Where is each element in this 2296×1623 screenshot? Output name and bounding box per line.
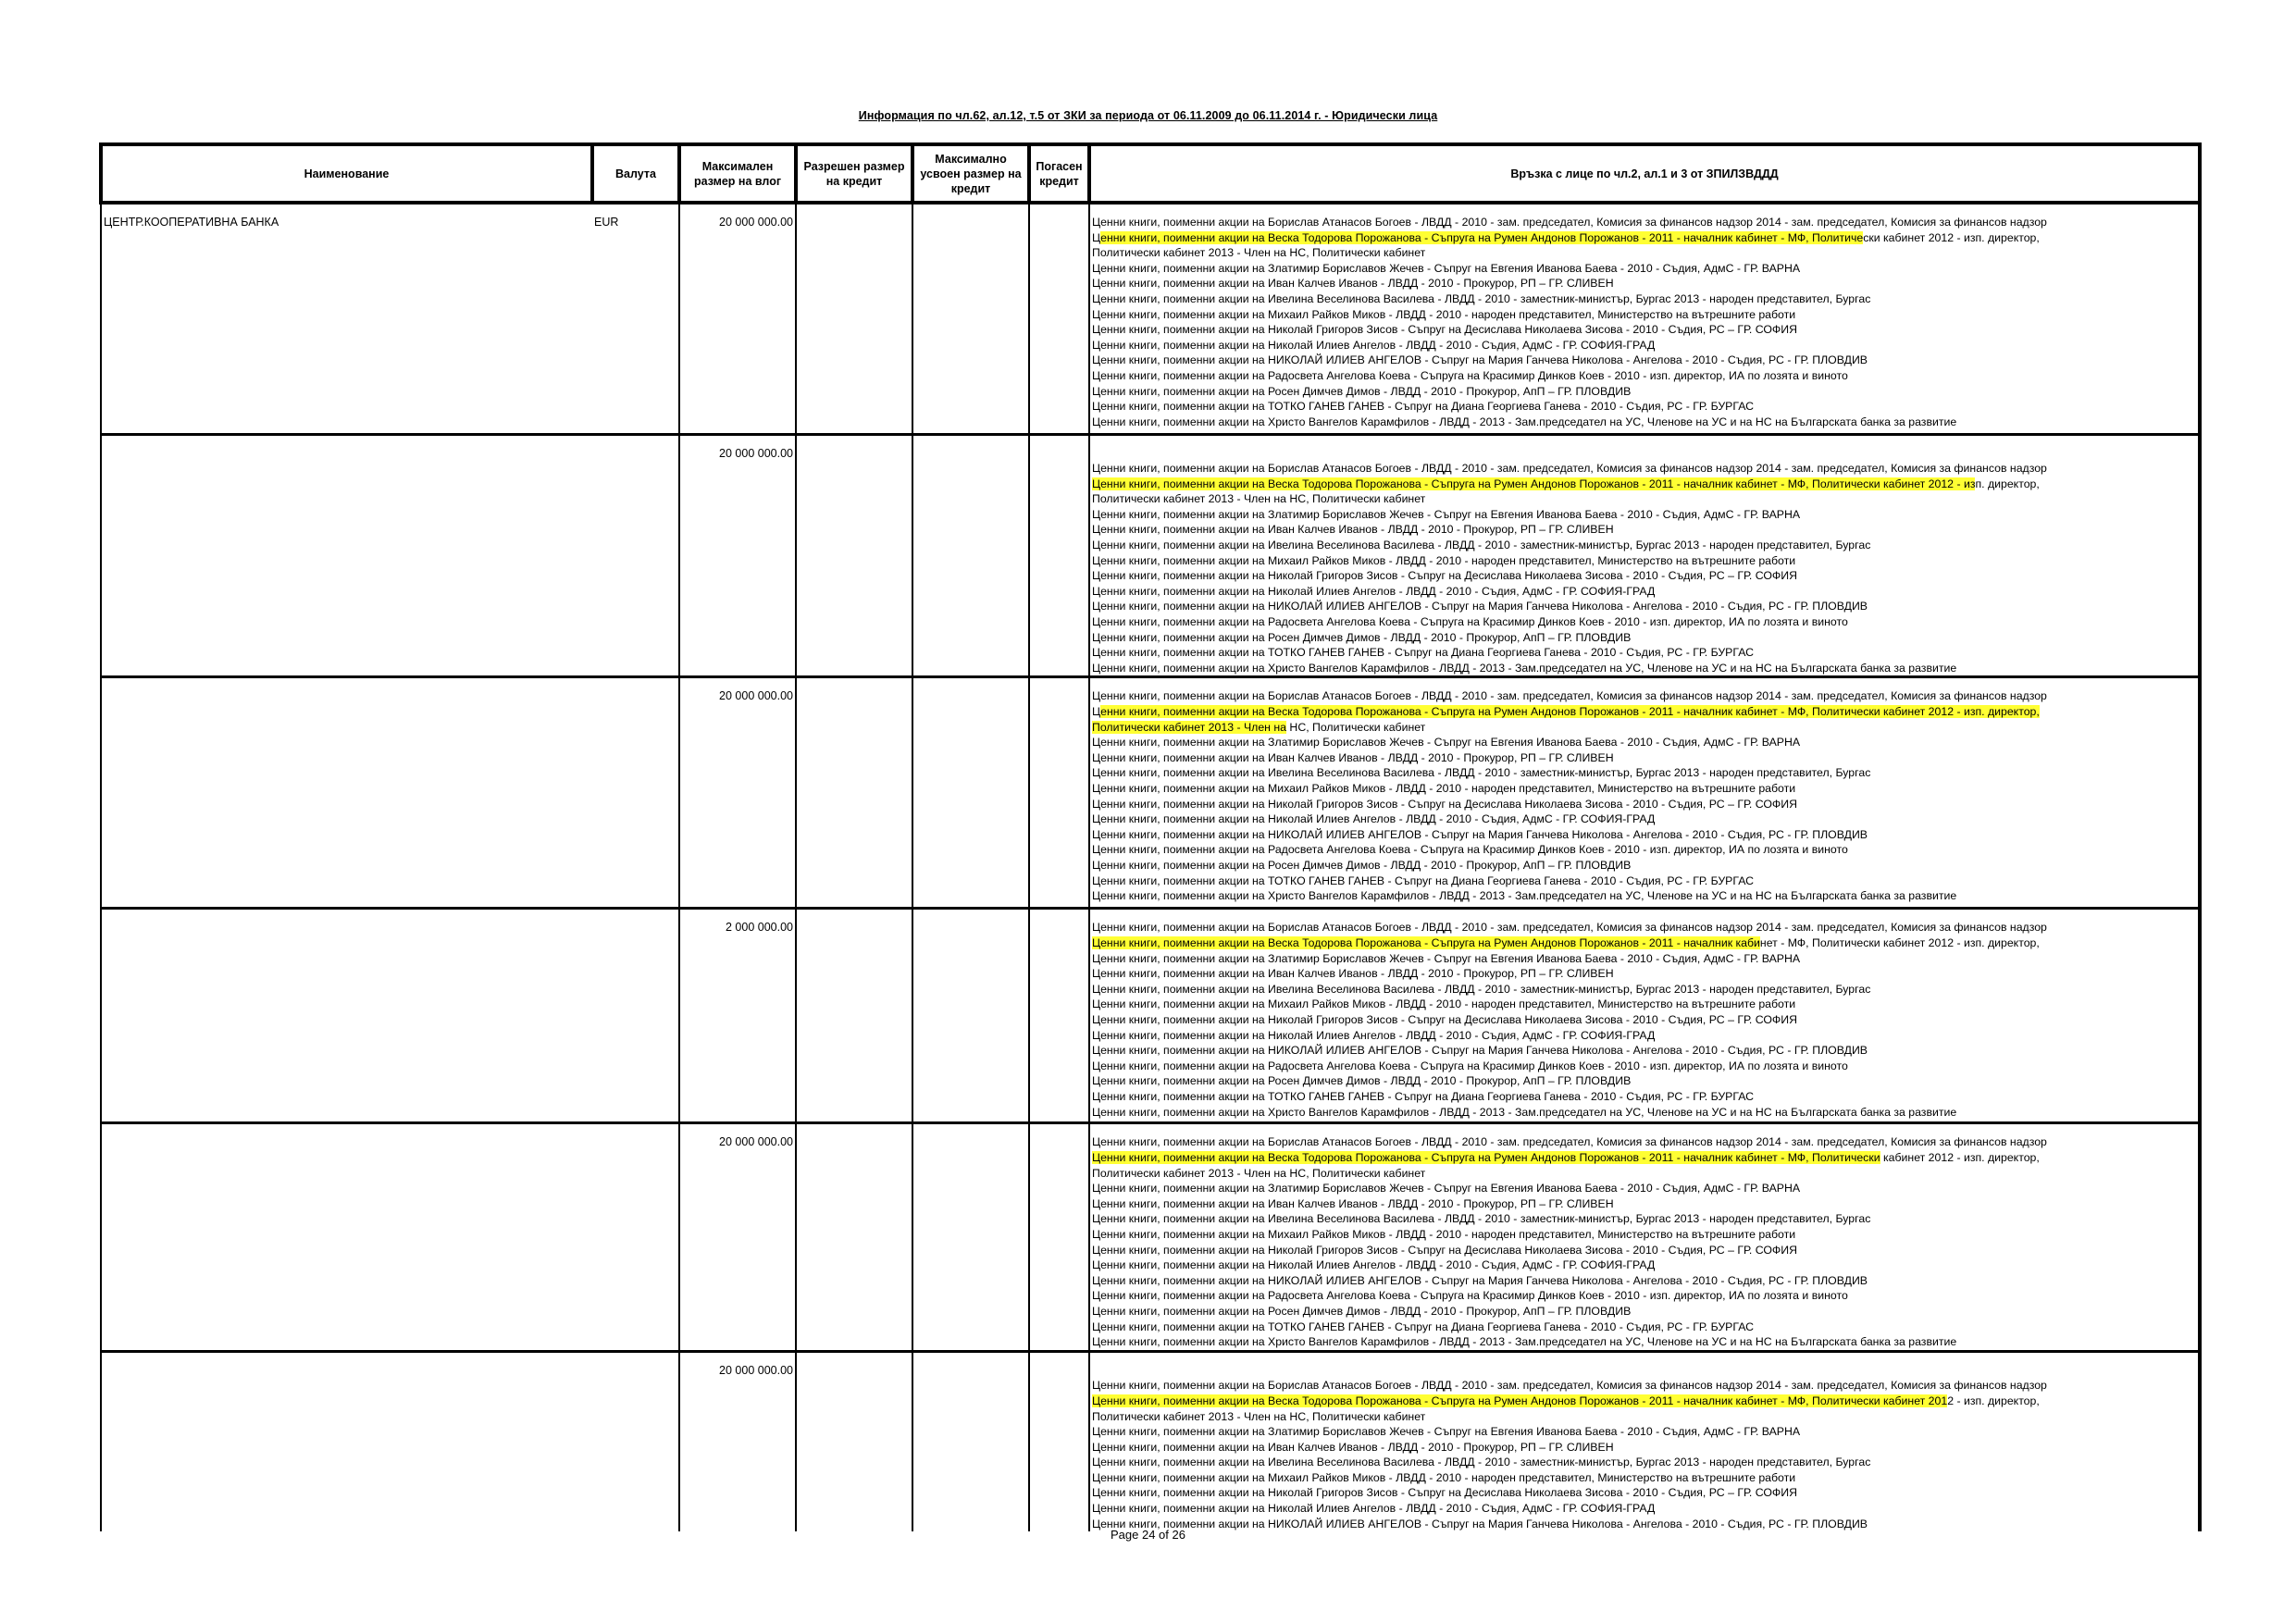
relation-text: Политически кабинет 2013 - Член на НС, Политически кабинет [1092, 492, 1426, 506]
relation-text: Ценни книги, поименни акции на ТОТКО ГАНЕВ ГАНЕВ - Съпруг на Диана Георгиева Ганева - 2010 - Съдия, РС - ГР. БУРГАС [1092, 400, 1755, 414]
cell-deposit: 20 000 000.00 [679, 1123, 796, 1351]
relation-line [1092, 1440, 2198, 1456]
relation-line [1092, 291, 2198, 307]
column-header-currency: Валута [592, 144, 679, 203]
relation-text: Ценни книги, поименни акции на Николай Илиев Ангелов - ЛВДД - 2010 - Съдия, АдмС - ГР. СОФИЯ-ГРАД [1092, 338, 1656, 352]
relation-text: Ценни книги, поименни акции на Радосвета Ангелова Коева - Съпруга на Красимир Динков Коев - 2010 - изп. директор, ИА по лозята и виното [1092, 1289, 1848, 1303]
legal-entities-table [99, 142, 2202, 1531]
highlighted-text: Ценни книги, поименни акции на Веска Тодорова Порожанова - Съпруга на Румен Андонов Порожанов - 2011 - началник кабинет - МФ, Политически кабинет 2012 - из [1092, 477, 1976, 490]
relation-text: Ценни книги, поименни акции на Борислав Атанасов Богоев - ЛВДД - 2010 - зам. председател, Комисия за финансов надзор 2014 - зам. председател, Комисия за финансов надзор [1092, 921, 2047, 935]
relation-text: Ц [1092, 705, 1101, 718]
relation-text: Ценни книги, поименни акции на Иван Калчев Иванов - ЛВДД - 2010 - Прокурор, РП – ГР. СЛИВЕН [1092, 967, 1614, 981]
cell-name [101, 677, 592, 909]
relation-line [1092, 827, 2198, 843]
relation-text: Ценни книги, поименни акции на Николай Илиев Ангелов - ЛВДД - 2010 - Съдия, АдмС - ГР. СОФИЯ-ГРАД [1092, 812, 1656, 826]
cell-currency [592, 677, 679, 909]
relation-line [1092, 781, 2198, 797]
cell-currency [592, 909, 679, 1123]
relation-line [1092, 461, 2198, 477]
cell-credit-allowed [796, 909, 912, 1123]
cell-credit-used [912, 434, 1029, 677]
cell-credit-repaid [1029, 677, 1089, 909]
relation-line [1092, 797, 2198, 812]
relation-line [1092, 1470, 2198, 1486]
relation-text: Ценни книги, поименни акции на Радосвета Ангелова Коева - Съпруга на Красимир Динков Коев - 2010 - изп. директор, ИА по лозята и виното [1092, 843, 1848, 857]
relation-line [1092, 1334, 2198, 1350]
relation-line [1092, 307, 2198, 323]
relation-text: Ценни книги, поименни акции на Радосвета Ангелова Коева - Съпруга на Красимир Динков Коев - 2010 - изп. директор, ИА по лозята и виното [1092, 1059, 1848, 1072]
relation-line [1092, 1211, 2198, 1227]
cell-credit-used [912, 1351, 1029, 1531]
cell-credit-used [912, 909, 1029, 1123]
relation-line [1092, 750, 2198, 766]
relation-text: Ценни книги, поименни акции на Ивелина Веселинова Василева - ЛВДД - 2010 - заместник-министър, Бургас 2013 - народен представител, Бургас [1092, 982, 1871, 996]
relation-line [1092, 842, 2198, 858]
relation-line [1092, 446, 2198, 462]
relation-line [1092, 1304, 2198, 1319]
relation-text: п. директор, [1975, 477, 2040, 490]
relation-line [1092, 1378, 2198, 1394]
relation-text: Ценни книги, поименни акции на Николай Григоров Зисов - Съпруг на Десислава Николаева Зисова - 2010 - Съдия, РС – ГР. СОФИЯ [1092, 1012, 1797, 1026]
relation-line [1092, 935, 2198, 951]
relation-text: Ценни книги, поименни акции на Росен Димчев Димов - ЛВДД - 2010 - Прокурор, АпП – ГР. ПЛОВДИВ [1092, 1074, 1632, 1088]
relation-text: Ценни книги, поименни акции на Николай Илиев Ангелов - ЛВДД - 2010 - Съдия, АдмС - ГР. СОФИЯ-ГРАД [1092, 1502, 1656, 1516]
relation-line [1092, 368, 2198, 384]
relation-line [1092, 1424, 2198, 1440]
highlighted-text: енни книги, поименни акции на Веска Тодорова Порожанова - Съпруга на Румен Андонов Порожанов - 2011 - началник кабинет - МФ, Политически кабинет 2012 - изп. директор, [1100, 705, 2040, 718]
relation-text: Ценни книги, поименни акции на Михаил Райков Миков - ЛВДД - 2010 - народен представител, Министерство на вътрешните работи [1092, 1470, 1796, 1484]
cell-credit-allowed [796, 1351, 912, 1531]
table-row [101, 1123, 2200, 1351]
relation-line [1092, 1089, 2198, 1105]
relation-text: Ценни книги, поименни акции на Николай Григоров Зисов - Съпруг на Десислава Николаева Зисова - 2010 - Съдия, РС – ГР. СОФИЯ [1092, 1486, 1797, 1500]
relation-line [1092, 1455, 2198, 1470]
relation-line [1092, 399, 2198, 415]
relation-text: Ценни книги, поименни акции на Борислав Атанасов Богоев - ЛВДД - 2010 - зам. председател, Комисия за финансов надзор 2014 - зам. председател, Комисия за финансов надзор [1092, 462, 2047, 476]
relation-text: Ценни книги, поименни акции на Росен Димчев Димов - ЛВДД - 2010 - Прокурор, АпП – ГР. ПЛОВДИВ [1092, 384, 1632, 398]
relation-line [1092, 1409, 2198, 1425]
relation-text: кабинет 2012 - изп. директор, [1880, 1151, 2040, 1164]
relation-text: Ценни книги, поименни акции на Михаил Райков Миков - ЛВДД - 2010 - народен представител, Министерство на вътрешните работи [1092, 307, 1796, 321]
relation-text: Ценни книги, поименни акции на Радосвета Ангелова Коева - Съпруга на Красимир Динков Коев - 2010 - изп. директор, ИА по лозята и виното [1092, 368, 1848, 382]
cell-deposit: 20 000 000.00 [679, 203, 796, 434]
relation-line [1092, 888, 2198, 904]
relation-line [1092, 858, 2198, 873]
relation-line [1092, 1363, 2198, 1379]
relation-line [1092, 491, 2198, 507]
relation-line [1092, 812, 2198, 827]
relation-text: Ценни книги, поименни акции на Иван Калчев Иванов - ЛВДД - 2010 - Прокурор, РП – ГР. СЛИВЕН [1092, 750, 1614, 764]
relation-line [1092, 384, 2198, 400]
relation-text: Ценни книги, поименни акции на Златимир Бориславов Жечев - Съпруг на Евгения Иванова Баева - 2010 - Съдия, АдмС - ГР. ВАРНА [1092, 951, 1801, 965]
relation-line [1092, 1243, 2198, 1258]
relation-line [1092, 276, 2198, 291]
relation-text: Ценни книги, поименни акции на Борислав Атанасов Богоев - ЛВДД - 2010 - зам. председател, Комисия за финансов надзор 2014 - зам. председател, Комисия за финансов надзор [1092, 1135, 2047, 1149]
relation-text: Ценни книги, поименни акции на Златимир Бориславов Жечев - Съпруг на Евгения Иванова Баева - 2010 - Съдия, АдмС - ГР. ВАРНА [1092, 507, 1801, 521]
cell-currency: EUR [592, 203, 679, 434]
table-row [101, 909, 2200, 1123]
relation-text: Ценни книги, поименни акции на НИКОЛАЙ ИЛИЕВ АНГЕЛОВ - Съпруг на Мария Ганчева Николова - Ангелова - 2010 - Съдия, РС - ГР. ПЛОВДИВ [1092, 1517, 1868, 1530]
relation-text: Ценни книги, поименни акции на Христо Вангелов Карамфилов - ЛВДД - 2013 - Зам.председател на УС, Членове на УС и на НС на Българската банка за развитие [1092, 889, 1957, 903]
relation-line [1092, 1105, 2198, 1121]
cell-currency [592, 434, 679, 677]
cell-currency [592, 1123, 679, 1351]
relation-text: Ценни книги, поименни акции на Николай Григоров Зисов - Съпруг на Десислава Николаева Зисова - 2010 - Съдия, РС – ГР. СОФИЯ [1092, 797, 1797, 811]
relation-line [1092, 765, 2198, 781]
table-row [101, 1351, 2200, 1531]
cell-relation [1089, 677, 2200, 909]
cell-credit-repaid [1029, 909, 1089, 1123]
relation-line [1092, 553, 2198, 569]
relation-text: Ценни книги, поименни акции на Ивелина Веселинова Василева - ЛВДД - 2010 - заместник-министър, Бургас 2013 - народен представител, Бургас [1092, 1212, 1871, 1226]
relation-line [1092, 873, 2198, 889]
cell-deposit: 20 000 000.00 [679, 677, 796, 909]
relation-line [1092, 353, 2198, 368]
highlighted-text: Ценни книги, поименни акции на Веска Тодорова Порожанова - Съпруга на Румен Андонов Порожанов - 2011 - началник кабинет - МФ, Политически кабинет 201 [1092, 1394, 1948, 1407]
cell-name [101, 1123, 592, 1351]
cell-name [101, 434, 592, 677]
relation-line [1092, 1501, 2198, 1517]
relation-line [1092, 1227, 2198, 1243]
relation-line [1092, 1196, 2198, 1212]
cell-relation [1089, 1351, 2200, 1531]
cell-credit-repaid [1029, 1123, 1089, 1351]
relation-line [1092, 1134, 2198, 1150]
page-number: Page 24 of 26 [1111, 1528, 1185, 1542]
cell-name [101, 909, 592, 1123]
relation-line [1092, 1181, 2198, 1196]
relation-line [1092, 1273, 2198, 1289]
relation-line [1092, 322, 2198, 338]
relation-text: Ценни книги, поименни акции на Ивелина Веселинова Василева - ЛВДД - 2010 - заместник-министър, Бургас 2013 - народен представител, Бургас [1092, 1456, 1871, 1469]
cell-deposit: 20 000 000.00 [679, 434, 796, 677]
relation-text: Ценни книги, поименни акции на Михаил Райков Миков - ЛВДД - 2010 - народен представител, Министерство на вътрешните работи [1092, 781, 1796, 795]
relation-text: Ценни книги, поименни акции на Христо Вангелов Карамфилов - ЛВДД - 2013 - Зам.председател на УС, Членове на УС и на НС на Българската банка за развитие [1092, 661, 1957, 675]
column-header-name: Наименование [101, 144, 592, 203]
relation-text: Ценни книги, поименни акции на Николай Григоров Зисов - Съпруг на Десислава Николаева Зисова - 2010 - Съдия, РС – ГР. СОФИЯ [1092, 323, 1797, 337]
relation-text: Ценни книги, поименни акции на Златимир Бориславов Жечев - Съпруг на Евгения Иванова Баева - 2010 - Съдия, АдмС - ГР. ВАРНА [1092, 1182, 1801, 1196]
relation-line [1092, 261, 2198, 277]
cell-credit-allowed [796, 434, 912, 677]
table-row [101, 434, 2200, 677]
relation-text: Ценни книги, поименни акции на НИКОЛАЙ ИЛИЕВ АНГЕЛОВ - Съпруг на Мария Ганчева Николова - Ангелова - 2010 - Съдия, РС - ГР. ПЛОВДИВ [1092, 1044, 1868, 1058]
cell-relation [1089, 1123, 2200, 1351]
relation-line [1092, 599, 2198, 614]
relation-line [1092, 215, 2198, 230]
relation-text: Ценни книги, поименни акции на Росен Димчев Димов - ЛВДД - 2010 - Прокурор, АпП – ГР. ПЛОВДИВ [1092, 630, 1632, 644]
relation-line [1092, 584, 2198, 600]
relation-text: Ценни книги, поименни акции на Борислав Атанасов Богоев - ЛВДД - 2010 - зам. председател, Комисия за финансов надзор 2014 - зам. председател, Комисия за финансов надзор [1092, 689, 2047, 703]
relation-line [1092, 415, 2198, 430]
table-header [101, 144, 2200, 203]
relation-text: Ценни книги, поименни акции на ТОТКО ГАНЕВ ГАНЕВ - Съпруг на Диана Георгиева Ганева - 2010 - Съдия, РС - ГР. БУРГАС [1092, 646, 1755, 660]
relation-text: Ценни книги, поименни акции на Росен Димчев Димов - ЛВДД - 2010 - Прокурор, АпП – ГР. ПЛОВДИВ [1092, 1304, 1632, 1318]
relation-line [1092, 1059, 2198, 1074]
relation-text: Ценни книги, поименни акции на Христо Вангелов Карамфилов - ЛВДД - 2013 - Зам.председател на УС, Членове на УС и на НС на Българската банка за развитие [1092, 415, 1957, 428]
relation-text: Ценни книги, поименни акции на ТОТКО ГАНЕВ ГАНЕВ - Съпруг на Диана Георгиева Ганева - 2010 - Съдия, РС - ГР. БУРГАС [1092, 1319, 1755, 1333]
relation-text: Ценни книги, поименни акции на Ивелина Веселинова Василева - ЛВДД - 2010 - заместник-министър, Бургас 2013 - народен представител, Бургас [1092, 766, 1871, 780]
relation-line [1092, 338, 2198, 353]
cell-name: ЦЕНТР.КООПЕРАТИВНА БАНКА [101, 203, 592, 434]
relation-text: Политически кабинет 2013 - Член на НС, Политически кабинет [1092, 1409, 1426, 1423]
relation-text: Ценни книги, поименни акции на Николай Илиев Ангелов - ЛВДД - 2010 - Съдия, АдмС - ГР. СОФИЯ-ГРАД [1092, 584, 1656, 598]
relation-text: ски кабинет 2012 - изп. директор, [1863, 230, 2040, 244]
relation-line [1092, 688, 2198, 704]
relation-line [1092, 982, 2198, 997]
relation-line [1092, 1012, 2198, 1028]
relation-text: Ценни книги, поименни акции на Иван Калчев Иванов - ЛВДД - 2010 - Прокурор, РП – ГР. СЛИВЕН [1092, 277, 1614, 291]
relation-line [1092, 522, 2198, 538]
column-header-credit-used: Максимално усвоен размер на кредит [912, 144, 1029, 203]
relation-text: Ценни книги, поименни акции на Николай Григоров Зисов - Съпруг на Десислава Николаева Зисова - 2010 - Съдия, РС – ГР. СОФИЯ [1092, 569, 1797, 583]
table-body [101, 203, 2200, 1531]
highlighted-text: Ценни книги, поименни акции на Веска Тодорова Порожанова - Съпруга на Румен Андонов Порожанов - 2011 - началник кабинет - МФ, Политически [1092, 1151, 1880, 1164]
relation-line [1092, 735, 2198, 750]
relation-line [1092, 920, 2198, 935]
relation-text: Ценни книги, поименни акции на НИКОЛАЙ ИЛИЕВ АНГЕЛОВ - Съпруг на Мария Ганчева Николова - Ангелова - 2010 - Съдия, РС - ГР. ПЛОВДИВ [1092, 353, 1868, 367]
relation-line [1092, 477, 2198, 492]
relation-text: Ценни книги, поименни акции на Михаил Райков Миков - ЛВДД - 2010 - народен представител, Министерство на вътрешните работи [1092, 553, 1796, 567]
relation-text: Ценни книги, поименни акции на Иван Калчев Иванов - ЛВДД - 2010 - Прокурор, РП – ГР. СЛИВЕН [1092, 1440, 1614, 1454]
relation-text: Ценни книги, поименни акции на Михаил Райков Миков - ЛВДД - 2010 - народен представител, Министерство на вътрешните работи [1092, 997, 1796, 1011]
table-row [101, 677, 2200, 909]
highlighted-text: Ценни книги, поименни акции на Веска Тодорова Порожанова - Съпруга на Румен Андонов Порожанов - 2011 - началник каби [1092, 936, 1760, 949]
relation-text: Ценни книги, поименни акции на НИКОЛАЙ ИЛИЕВ АНГЕЛОВ - Съпруг на Мария Ганчева Николова - Ангелова - 2010 - Съдия, РС - ГР. ПЛОВДИВ [1092, 600, 1868, 613]
relation-line [1092, 507, 2198, 523]
relation-text: Ценни книги, поименни акции на Николай Илиев Ангелов - ЛВДД - 2010 - Съдия, АдмС - ГР. СОФИЯ-ГРАД [1092, 1028, 1656, 1042]
relation-text: Ценни книги, поименни акции на Златимир Бориславов Жечев - Съпруг на Евгения Иванова Баева - 2010 - Съдия, АдмС - ГР. ВАРНА [1092, 261, 1801, 275]
relation-line [1092, 1288, 2198, 1304]
relation-line [1092, 538, 2198, 553]
relation-text: Ценни книги, поименни акции на Ивелина Веселинова Василева - ЛВДД - 2010 - заместник-министър, Бургас 2013 - народен представител, Бургас [1092, 539, 1871, 552]
relation-line [1092, 1258, 2198, 1273]
cell-credit-allowed [796, 677, 912, 909]
relation-text: Ценни книги, поименни акции на Златимир Бориславов Жечев - Съпруг на Евгения Иванова Баева - 2010 - Съдия, АдмС - ГР. ВАРНА [1092, 1425, 1801, 1439]
relation-line [1092, 230, 2198, 246]
page-title: Информация по чл.62, ал.12, т.5 от ЗКИ за периода от 06.11.2009 до 06.11.2014 г. - Юридически лица [858, 109, 1438, 122]
relation-text: Политически кабинет 2013 - Член на НС, Политически кабинет [1092, 246, 1426, 260]
relation-text: НС, Политически кабинет [1286, 720, 1426, 734]
relation-text: Ценни книги, поименни акции на Христо Вангелов Карамфилов - ЛВДД - 2013 - Зам.председател на УС, Членове на УС и на НС на Българската банка за развитие [1092, 1105, 1957, 1119]
cell-relation [1089, 909, 2200, 1123]
relation-line [1092, 1043, 2198, 1059]
relation-line [1092, 720, 2198, 736]
relation-text: Ценни книги, поименни акции на Христо Вангелов Карамфилов - ЛВДД - 2013 - Зам.председател на УС, Членове на УС и на НС на Българската банка за развитие [1092, 1335, 1957, 1349]
cell-deposit: 20 000 000.00 [679, 1351, 796, 1531]
relation-text: Ц [1092, 230, 1101, 244]
relation-line [1092, 1166, 2198, 1182]
relation-text: Ценни книги, поименни акции на Радосвета Ангелова Коева - Съпруга на Красимир Динков Коев - 2010 - изп. директор, ИА по лозята и виното [1092, 615, 1848, 629]
column-header-credit-repaid: Погасен кредит [1029, 144, 1089, 203]
highlighted-text: енни книги, поименни акции на Веска Тодорова Порожанова - Съпруга на Румен Андонов Порожанов - 2011 - началник кабинет - МФ, Политиче [1100, 230, 1864, 244]
relation-text: нет - МФ, Политически кабинет 2012 - изп. директор, [1759, 936, 2040, 949]
relation-text: Ценни книги, поименни акции на Росен Димчев Димов - ЛВДД - 2010 - Прокурор, АпП – ГР. ПЛОВДИВ [1092, 858, 1632, 872]
relation-text: Ценни книги, поименни акции на Златимир Бориславов Жечев - Съпруг на Евгения Иванова Баева - 2010 - Съдия, АдмС - ГР. ВАРНА [1092, 736, 1801, 750]
relation-line [1092, 1394, 2198, 1409]
cell-credit-repaid [1029, 203, 1089, 434]
relation-text: Ценни книги, поименни акции на Борислав Атанасов Богоев - ЛВДД - 2010 - зам. председател, Комисия за финансов надзор 2014 - зам. председател, Комисия за финансов надзор [1092, 216, 2047, 229]
relation-line [1092, 630, 2198, 646]
relation-text: Ценни книги, поименни акции на ТОТКО ГАНЕВ ГАНЕВ - Съпруг на Диана Георгиева Ганева - 2010 - Съдия, РС - ГР. БУРГАС [1092, 873, 1755, 887]
cell-relation [1089, 434, 2200, 677]
cell-credit-repaid [1029, 434, 1089, 677]
relation-text: Ценни книги, поименни акции на НИКОЛАЙ ИЛИЕВ АНГЕЛОВ - Съпруг на Мария Ганчева Николова - Ангелова - 2010 - Съдия, РС - ГР. ПЛОВДИВ [1092, 1273, 1868, 1287]
relation-line [1092, 245, 2198, 261]
relation-line [1092, 568, 2198, 584]
cell-credit-allowed [796, 1123, 912, 1351]
relation-line [1092, 1028, 2198, 1044]
relation-text: Ценни книги, поименни акции на Иван Калчев Иванов - ЛВДД - 2010 - Прокурор, РП – ГР. СЛИВЕН [1092, 523, 1614, 537]
relation-text: Ценни книги, поименни акции на Михаил Райков Миков - ЛВДД - 2010 - народен представител, Министерство на вътрешните работи [1092, 1227, 1796, 1241]
column-header-deposit: Максимален размер на влог [679, 144, 796, 203]
cell-currency [592, 1351, 679, 1531]
relation-line [1092, 1319, 2198, 1335]
cell-credit-used [912, 203, 1029, 434]
relation-line [1092, 997, 2198, 1012]
relation-text: Ценни книги, поименни акции на НИКОЛАЙ ИЛИЕВ АНГЕЛОВ - Съпруг на Мария Ганчева Николова - Ангелова - 2010 - Съдия, РС - ГР. ПЛОВДИВ [1092, 827, 1868, 841]
highlighted-text: Политически кабинет 2013 - Член на [1092, 720, 1287, 734]
relation-line [1092, 645, 2198, 661]
cell-relation [1089, 203, 2200, 434]
relation-line [1092, 966, 2198, 982]
cell-credit-repaid [1029, 1351, 1089, 1531]
relation-text: Политически кабинет 2013 - Член на НС, Политически кабинет [1092, 1166, 1426, 1180]
relation-text: Ценни книги, поименни акции на Николай Григоров Зисов - Съпруг на Десислава Николаева Зисова - 2010 - Съдия, РС – ГР. СОФИЯ [1092, 1243, 1797, 1257]
relation-text: Ценни книги, поименни акции на Иван Калчев Иванов - ЛВДД - 2010 - Прокурор, РП – ГР. СЛИВЕН [1092, 1196, 1614, 1210]
relation-line [1092, 1073, 2198, 1089]
column-header-relation: Връзка с лице по чл.2, ал.1 и 3 от ЗПИЛЗВДДД [1089, 144, 2200, 203]
cell-deposit: 2 000 000.00 [679, 909, 796, 1123]
relation-text: Ценни книги, поименни акции на Ивелина Веселинова Василева - ЛВДД - 2010 - заместник-министър, Бургас 2013 - народен представител, Бургас [1092, 291, 1871, 305]
relation-text: Ценни книги, поименни акции на Николай Илиев Ангелов - ЛВДД - 2010 - Съдия, АдмС - ГР. СОФИЯ-ГРАД [1092, 1258, 1656, 1272]
relation-line [1092, 1485, 2198, 1501]
relation-line [1092, 704, 2198, 720]
cell-credit-used [912, 677, 1029, 909]
relation-line [1092, 951, 2198, 967]
column-header-credit-allowed: Разрешен размер на кредит [796, 144, 912, 203]
relation-text: 2 - изп. директор, [1947, 1394, 2040, 1407]
relation-line [1092, 661, 2198, 676]
relation-text: Ценни книги, поименни акции на Борислав Атанасов Богоев - ЛВДД - 2010 - зам. председател, Комисия за финансов надзор 2014 - зам. председател, Комисия за финансов надзор [1092, 1379, 2047, 1393]
cell-name [101, 1351, 592, 1531]
table-row [101, 203, 2200, 434]
cell-credit-used [912, 1123, 1029, 1351]
cell-credit-allowed [796, 203, 912, 434]
relation-text: Ценни книги, поименни акции на ТОТКО ГАНЕВ ГАНЕВ - Съпруг на Диана Георгиева Ганева - 2010 - Съдия, РС - ГР. БУРГАС [1092, 1089, 1755, 1103]
relation-line [1092, 614, 2198, 630]
relation-line [1092, 1150, 2198, 1166]
